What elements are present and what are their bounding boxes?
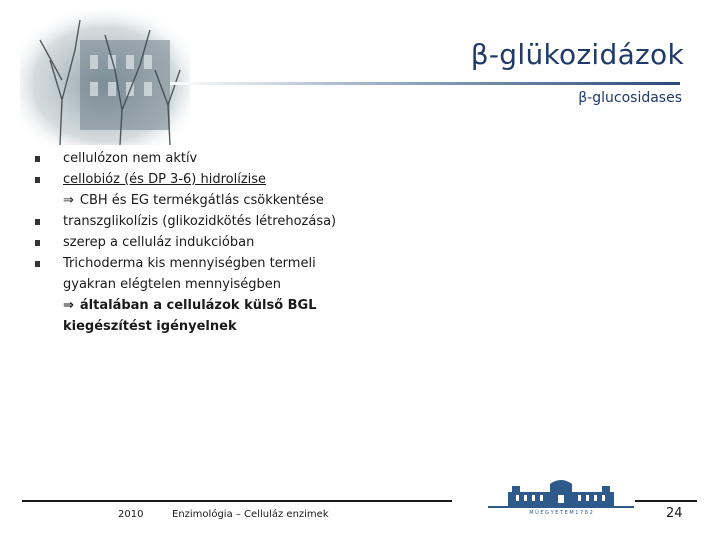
bullet-list <box>35 148 495 337</box>
page-number: 24 <box>666 506 683 521</box>
building-photo <box>20 10 190 145</box>
title-underline-rule <box>170 82 680 85</box>
logo-caption: M Ű E G Y E T E M 1 7 8 2 <box>529 510 593 516</box>
footer-course: Enzimológia – Celluláz enzimek <box>172 509 329 520</box>
bullet-marker <box>35 261 40 267</box>
bullet-marker <box>35 240 40 246</box>
university-logo <box>488 478 634 516</box>
list-item <box>35 169 495 190</box>
list-item <box>35 295 495 316</box>
list-item <box>35 211 495 232</box>
bullet-text: cellobióz (és DP 3-6) hidrolízise <box>63 172 267 187</box>
slide-title: β-glükozidázok <box>470 38 684 71</box>
bullet-text: transzglikolízis (glikozidkötés létrehozása) <box>63 214 337 229</box>
implies-arrow-icon: ⇒ <box>63 298 74 313</box>
bullet-text: gyakran elégtelen mennyiségben <box>63 277 282 292</box>
bullet-text: szerep a celluláz indukcióban <box>63 235 255 250</box>
slide-subtitle: β-glucosidases <box>578 90 682 106</box>
bullet-text: Trichoderma kis mennyiségben termeli <box>63 256 316 271</box>
list-item <box>35 253 495 274</box>
footer-year: 2010 <box>118 509 144 520</box>
implies-arrow-icon: ⇒ <box>63 193 74 208</box>
bullet-text: CBH és EG termékgátlás csökkentése <box>79 193 324 208</box>
list-item <box>35 148 495 169</box>
list-item <box>35 316 495 337</box>
bullet-marker <box>35 156 40 162</box>
footer-rule <box>22 500 452 502</box>
list-item <box>35 190 495 211</box>
bullet-marker <box>35 177 40 183</box>
list-item <box>35 274 495 295</box>
footer-rule-right <box>635 500 697 502</box>
bullet-marker <box>35 219 40 225</box>
list-item <box>35 232 495 253</box>
bullet-text: általában a cellulázok külső BGL <box>79 298 317 313</box>
bullet-text: kiegészítést igényelnek <box>63 319 237 334</box>
bullet-text: cellulózon nem aktív <box>63 151 198 166</box>
